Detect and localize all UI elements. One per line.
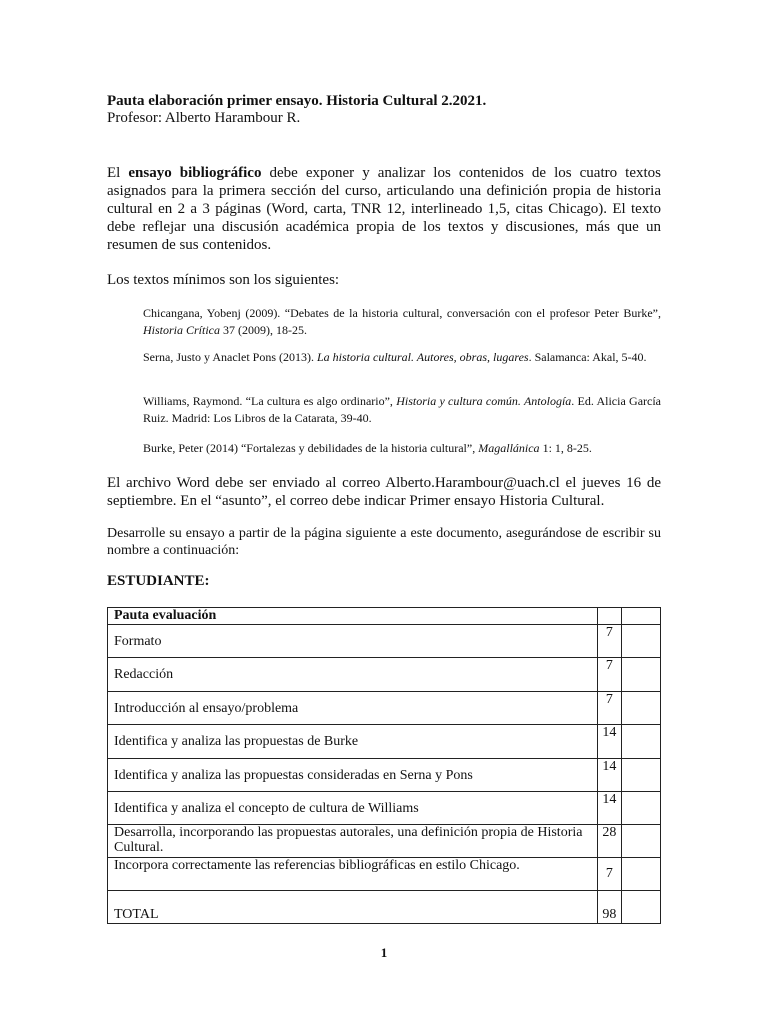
reference-text: 1: 1, 8-25. <box>539 441 592 455</box>
criterion-label: Redacción <box>114 667 174 682</box>
criterion-cell <box>108 658 598 692</box>
table-row <box>108 825 661 858</box>
reference-text: Burke, Peter (2014) “Fortalezas y debilidades de la historia cultural”, <box>143 441 479 455</box>
reference-text: . Salamanca: Akal, 5-40. <box>528 350 647 364</box>
criterion-label: Introducción al ensayo/problema <box>114 701 299 716</box>
criterion-cell <box>108 759 598 792</box>
criterion-label: Identifica y analiza las propuestas consideradas en Serna y Pons <box>114 768 473 783</box>
reference-italic: Magallánica <box>478 441 540 455</box>
table-row <box>108 692 661 725</box>
criterion-cell <box>108 692 598 725</box>
intro-bold: ensayo bibliográfico <box>128 165 262 181</box>
rubric-table <box>107 607 661 924</box>
score-cell[interactable] <box>622 792 661 825</box>
document-title: Pauta elaboración primer ensayo. Historia Cultural 2.2021. <box>107 93 487 109</box>
points-cell: 14 <box>597 759 622 792</box>
instructions-paragraph: Desarrolle su ensayo a partir de la página siguiente a este documento, asegurándose de escribir su nombre a continuación: <box>107 526 661 558</box>
criterion-cell <box>108 725 598 759</box>
total-score-cell[interactable] <box>622 891 661 924</box>
table-row <box>108 625 661 658</box>
points-cell: 7 <box>597 658 622 692</box>
professor-line: Profesor: Alberto Harambour R. <box>107 110 301 126</box>
rubric-points-cell <box>597 608 622 625</box>
intro-paragraph <box>107 164 661 254</box>
rubric-header <box>108 608 598 625</box>
points-cell: 7 <box>597 625 622 658</box>
table-row <box>108 725 661 759</box>
criterion-cell <box>108 858 598 891</box>
points-cell: 7 <box>597 692 622 725</box>
reference-italic: Historia y cultura común. Antología <box>396 394 572 408</box>
reference-text: Williams, Raymond. “La cultura es algo ordinario”, <box>143 394 397 408</box>
criterion-label: Identifica y analiza las propuestas de Burke <box>114 734 359 749</box>
intro-pre: El <box>107 165 129 181</box>
reference-1 <box>143 305 661 339</box>
reference-3 <box>143 393 661 427</box>
criterion-cell <box>108 625 598 658</box>
criterion-label: Incorpora correctamente las referencias bibliográficas en estilo Chicago. <box>114 858 520 873</box>
criterion-cell <box>108 825 598 858</box>
score-cell[interactable] <box>622 725 661 759</box>
criterion-cell <box>108 792 598 825</box>
score-cell[interactable] <box>622 658 661 692</box>
points-cell: 28 <box>597 825 622 858</box>
criterion-label: Formato <box>114 634 162 649</box>
table-row <box>108 792 661 825</box>
total-row <box>108 891 661 924</box>
score-cell[interactable] <box>622 625 661 658</box>
points-cell: 14 <box>597 792 622 825</box>
intro-post: debe exponer y analizar los contenidos de los cuatro textos asignados para la primera sección del curso, articulando una definición propia de historia cultural en 2 a 3 páginas (Word, carta, TNR 12, interlineado 1,5, citas Chicago). El texto debe reflejar una discusión académica propia de los textos y discusiones, más que un resumen de sus contenidos. <box>107 165 661 253</box>
rubric-header-row <box>108 608 661 625</box>
points-cell: 14 <box>597 725 622 759</box>
reference-4 <box>143 440 661 457</box>
submission-paragraph: El archivo Word debe ser enviado al correo Alberto.Harambour@uach.cl el jueves 16 de septiembre. En el “asunto”, el correo debe indicar Primer ensayo Historia Cultural. <box>107 475 661 509</box>
score-cell[interactable] <box>622 825 661 858</box>
reference-italic: La historia cultural. Autores, obras, lugares <box>316 350 529 364</box>
score-cell[interactable] <box>622 692 661 725</box>
rubric-score-cell <box>622 608 661 625</box>
student-label: ESTUDIANTE: <box>107 573 210 589</box>
score-cell[interactable] <box>622 759 661 792</box>
score-cell[interactable] <box>622 858 661 891</box>
reference-text: Chicangana, Yobenj (2009). “Debates de la historia cultural, conversación con el profesor Peter Burke”, <box>143 306 661 320</box>
rubric-header-label: Pauta evaluación <box>114 608 217 623</box>
table-row <box>108 759 661 792</box>
criterion-label: Desarrolla, incorporando las propuestas autorales, una definición propia de Historia Cultural. <box>114 825 583 855</box>
reference-text: . Ed. Alicia García Ruiz. Madrid: Los Libros de la Catarata, 39-40. <box>143 394 662 425</box>
total-label: TOTAL <box>108 891 598 924</box>
table-row <box>108 858 661 891</box>
criterion-label: Identifica y analiza el concepto de cultura de Williams <box>114 801 419 816</box>
total-points: 98 <box>597 891 622 924</box>
points-cell: 7 <box>597 858 622 891</box>
reference-2 <box>143 349 661 366</box>
reference-text: Serna, Justo y Anaclet Pons (2013). <box>143 350 317 364</box>
page-number: 1 <box>380 945 388 960</box>
reference-text: 37 (2009), 18-25. <box>220 323 308 337</box>
texts-heading: Los textos mínimos son los siguientes: <box>107 272 340 288</box>
reference-italic: Historia Crítica <box>143 323 221 337</box>
table-row <box>108 658 661 692</box>
